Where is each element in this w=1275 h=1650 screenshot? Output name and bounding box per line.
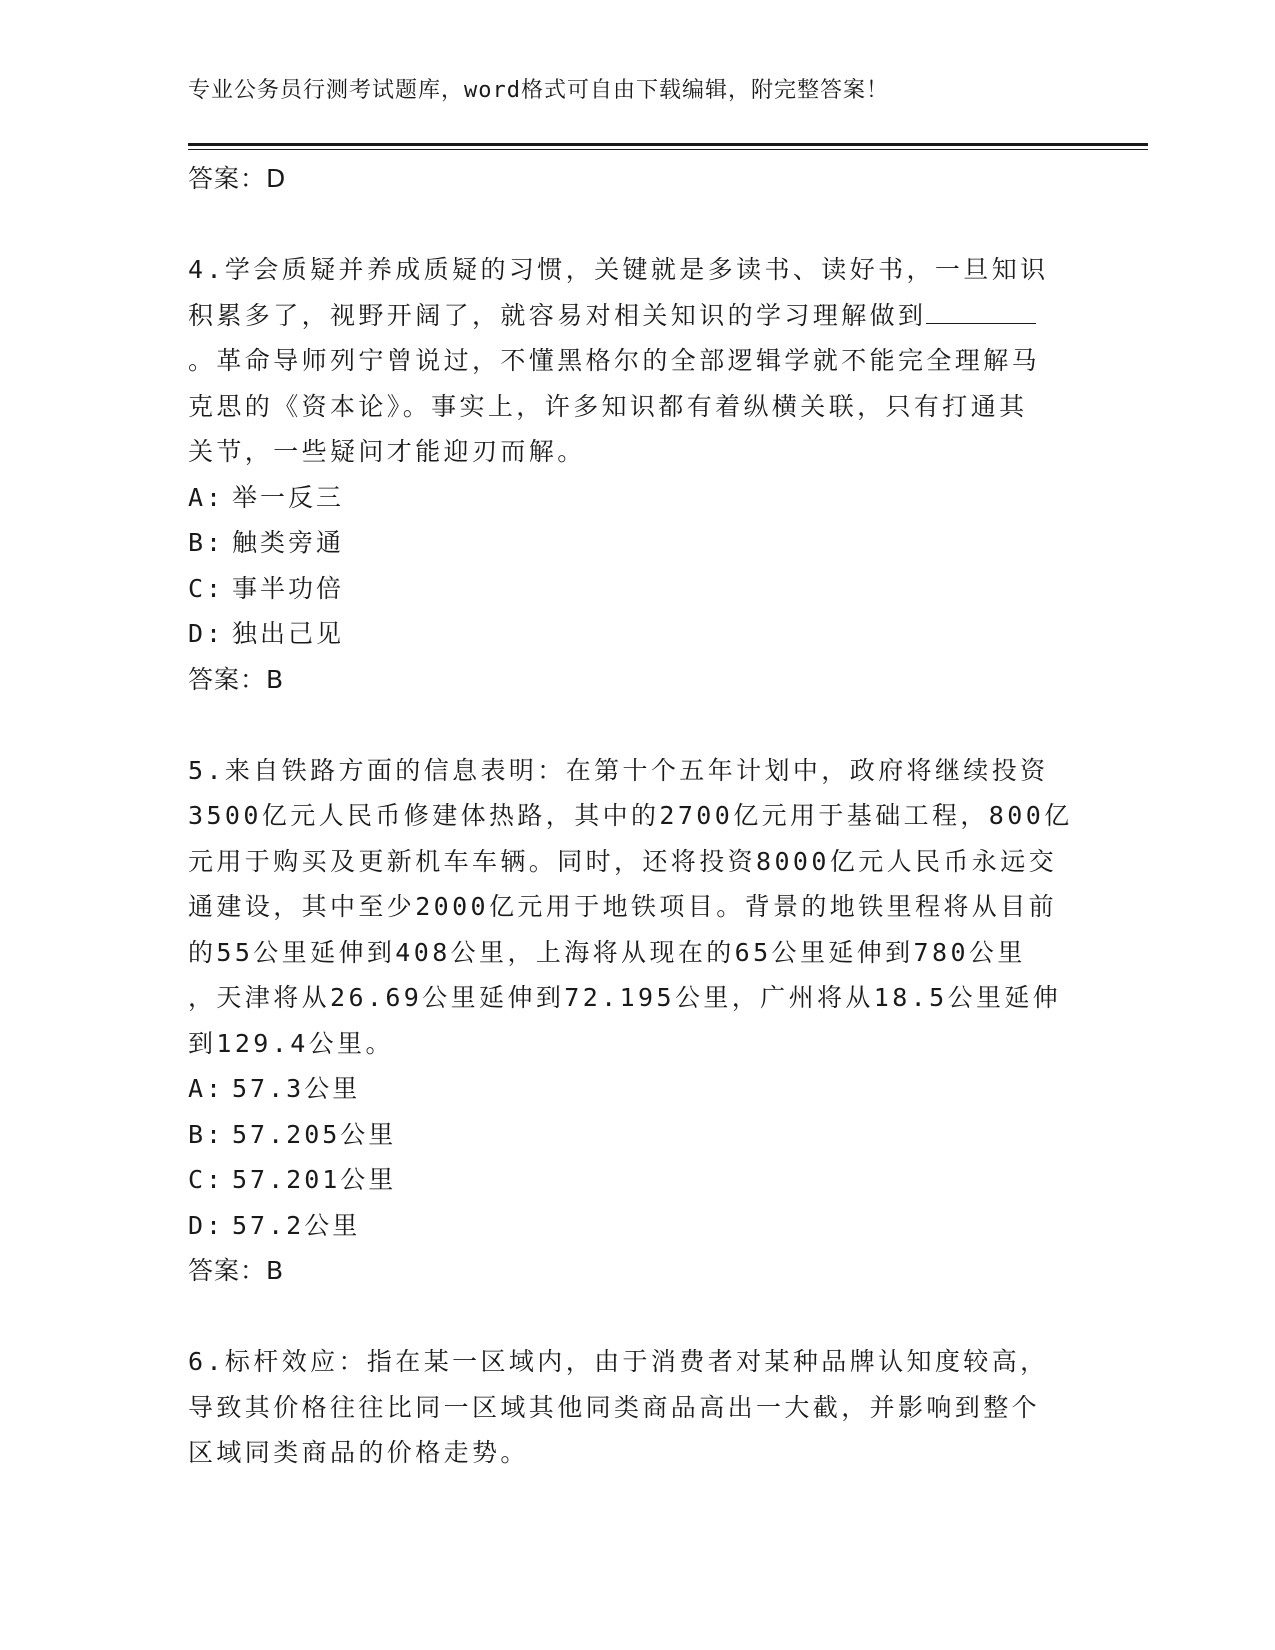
option-text: 57.3公里: [232, 1074, 361, 1103]
question-4-answer: 答案：B: [188, 664, 285, 694]
option-text: 57.2公里: [232, 1210, 361, 1240]
question-5-line: ，天津将从26.69公里延伸到72.195公里，广州将从18.5公里延伸: [188, 983, 1062, 1012]
question-4-option-a: [188, 475, 1088, 521]
option-label: B:: [188, 1119, 225, 1149]
question-5-option-d: [188, 1203, 1088, 1249]
option-text: 57.201公里: [232, 1165, 397, 1194]
option-text: 触类旁通: [232, 528, 345, 557]
question-5-line: 通建设，其中至少2000亿元用于地铁项目。背景的地铁里程将从目前: [188, 892, 1058, 921]
option-label: C:: [188, 1165, 225, 1194]
option-label: D:: [188, 1210, 225, 1240]
option-text: 事半功倍: [232, 573, 345, 603]
question-4-option-d: [188, 611, 1088, 657]
option-label: A:: [188, 482, 225, 512]
header-rule-thin: [188, 149, 1148, 150]
page-header-note: 专业公务员行测考试题库，word格式可自由下载编辑，附完整答案！: [188, 78, 889, 103]
option-text: 独出己见: [232, 619, 345, 648]
page-content: [188, 156, 1088, 1476]
option-text: 举一反三: [232, 482, 345, 512]
header-rule-thick: [188, 143, 1148, 146]
question-5-option-b: [188, 1112, 1088, 1158]
question-5-line: 到129.4公里。: [188, 1028, 394, 1058]
question-4-line: 克思的《资本论》。事实上，许多知识都有着纵横关联，只有打通其: [188, 391, 1028, 421]
option-label: B:: [188, 528, 225, 557]
question-4-line-text: 积累多了，视野开阔了，就容易对相关知识的学习理解做到: [188, 300, 927, 330]
question-5-line: 的55公里延伸到408公里，上海将从现在的65公里延伸到780公里: [188, 937, 1026, 967]
question-4-option-b: [188, 520, 1088, 566]
fill-in-blank: [926, 299, 1036, 324]
option-label: C:: [188, 573, 225, 603]
question-4-line-with-blank: [188, 293, 1088, 339]
question-5-line: 5.来自铁路方面的信息表明：在第十个五年计划中，政府将继续投资: [188, 755, 1049, 785]
previous-answer: 答案：D: [188, 164, 287, 193]
question-5-line: 3500亿元人民币修建体热路，其中的2700亿元用于基础工程，800亿: [188, 801, 1073, 830]
option-label: D:: [188, 619, 225, 648]
option-label: A:: [188, 1074, 225, 1103]
question-6-line: 区域同类商品的价格走势。: [188, 1438, 529, 1467]
question-4-line: 4.学会质疑并养成质疑的习惯，关键就是多读书、读好书，一旦知识: [188, 255, 1049, 284]
question-5-answer: 答案：B: [188, 1256, 285, 1285]
question-5: [188, 748, 1088, 1067]
question-6-line: 6.标杆效应：指在某一区域内，由于消费者对某种品牌认知度较高，: [188, 1347, 1049, 1376]
question-5-option-a: [188, 1066, 1088, 1112]
question-4: [188, 247, 1088, 475]
question-5-line: 元用于购买及更新机车车辆。同时，还将投资8000亿元人民币永远交: [188, 846, 1058, 876]
question-4-line: 关节，一些疑问才能迎刃而解。: [188, 437, 586, 466]
question-6-line: 导致其价格往往比同一区域其他同类商品高出一大截，并影响到整个: [188, 1392, 1041, 1422]
question-5-option-c: [188, 1157, 1088, 1203]
option-text: 57.205公里: [232, 1119, 397, 1149]
question-4-line: 。革命导师列宁曾说过，不懂黑格尔的全部逻辑学就不能完全理解马: [188, 346, 1041, 375]
question-6: [188, 1339, 1088, 1476]
question-4-option-c: [188, 566, 1088, 612]
